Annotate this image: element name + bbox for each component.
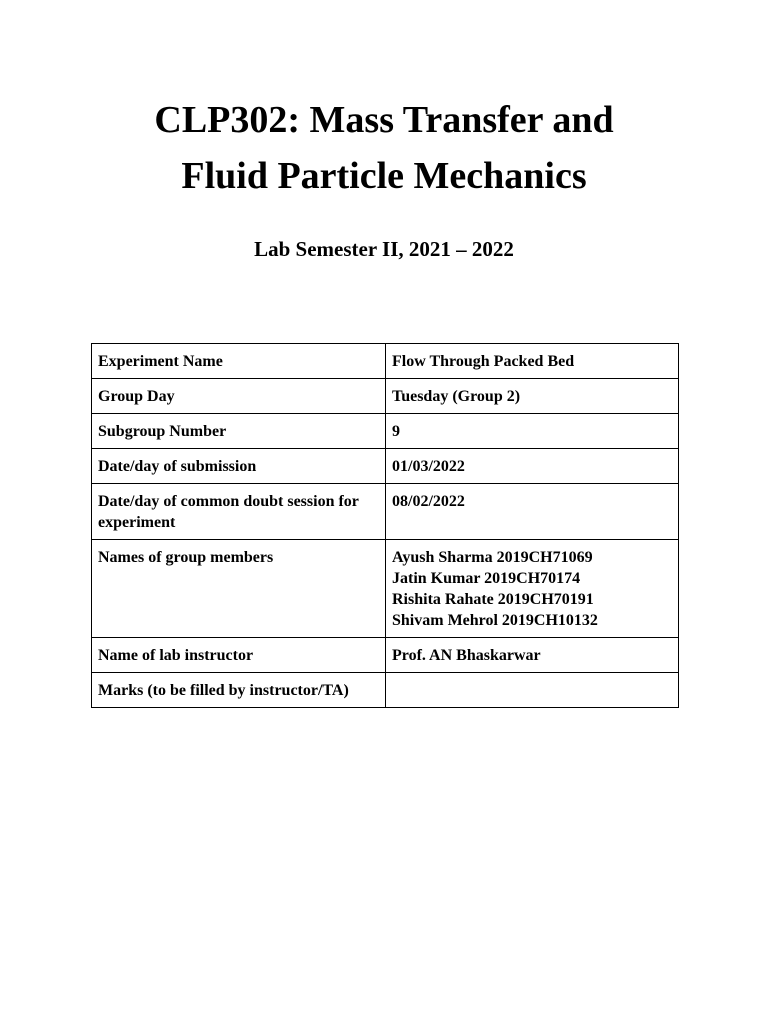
group-member-name: Jatin Kumar 2019CH70174	[392, 570, 581, 587]
group-member-name: Rishita Rahate 2019CH70191	[392, 591, 594, 608]
table-row-lab-instructor	[92, 638, 679, 673]
table-cell-value: Tuesday (Group 2)	[386, 379, 679, 414]
table-cell-label: Name of lab instructor	[92, 638, 386, 673]
table-cell-value: 01/03/2022	[386, 449, 679, 484]
table-row-marks	[92, 673, 679, 708]
table-cell-value: 08/02/2022	[386, 484, 679, 540]
table-cell-label: Group Day	[92, 379, 386, 414]
table-row-group-members	[92, 540, 679, 638]
table-row-experiment-name	[92, 344, 679, 379]
lab-info-table	[91, 343, 679, 708]
table-cell-value: 9	[386, 414, 679, 449]
table-cell-marks-empty	[386, 673, 679, 708]
table-cell-label: Names of group members	[92, 540, 386, 638]
table-cell-value: Flow Through Packed Bed	[386, 344, 679, 379]
table-row-group-day	[92, 379, 679, 414]
document-subtitle: Lab Semester II, 2021 – 2022	[254, 237, 514, 261]
title-line-1: CLP302: Mass Transfer and	[154, 99, 614, 141]
table-row-doubt-session-date	[92, 484, 679, 540]
table-cell-label: Marks (to be filled by instructor/TA)	[92, 673, 386, 708]
group-member-name: Ayush Sharma 2019CH71069	[392, 549, 593, 566]
title-line-2: Fluid Particle Mechanics	[181, 155, 587, 197]
table-cell-value: Prof. AN Bhaskarwar	[386, 638, 679, 673]
table-cell-label: Date/day of common doubt session for experiment	[92, 484, 386, 540]
table-cell-label: Subgroup Number	[92, 414, 386, 449]
group-member-name: Shivam Mehrol 2019CH10132	[392, 612, 598, 629]
table-row-submission-date	[92, 449, 679, 484]
document-title	[0, 92, 768, 204]
table-cell-members	[386, 540, 679, 638]
table-cell-label: Experiment Name	[92, 344, 386, 379]
table-row-subgroup-number	[92, 414, 679, 449]
table-cell-label: Date/day of submission	[92, 449, 386, 484]
